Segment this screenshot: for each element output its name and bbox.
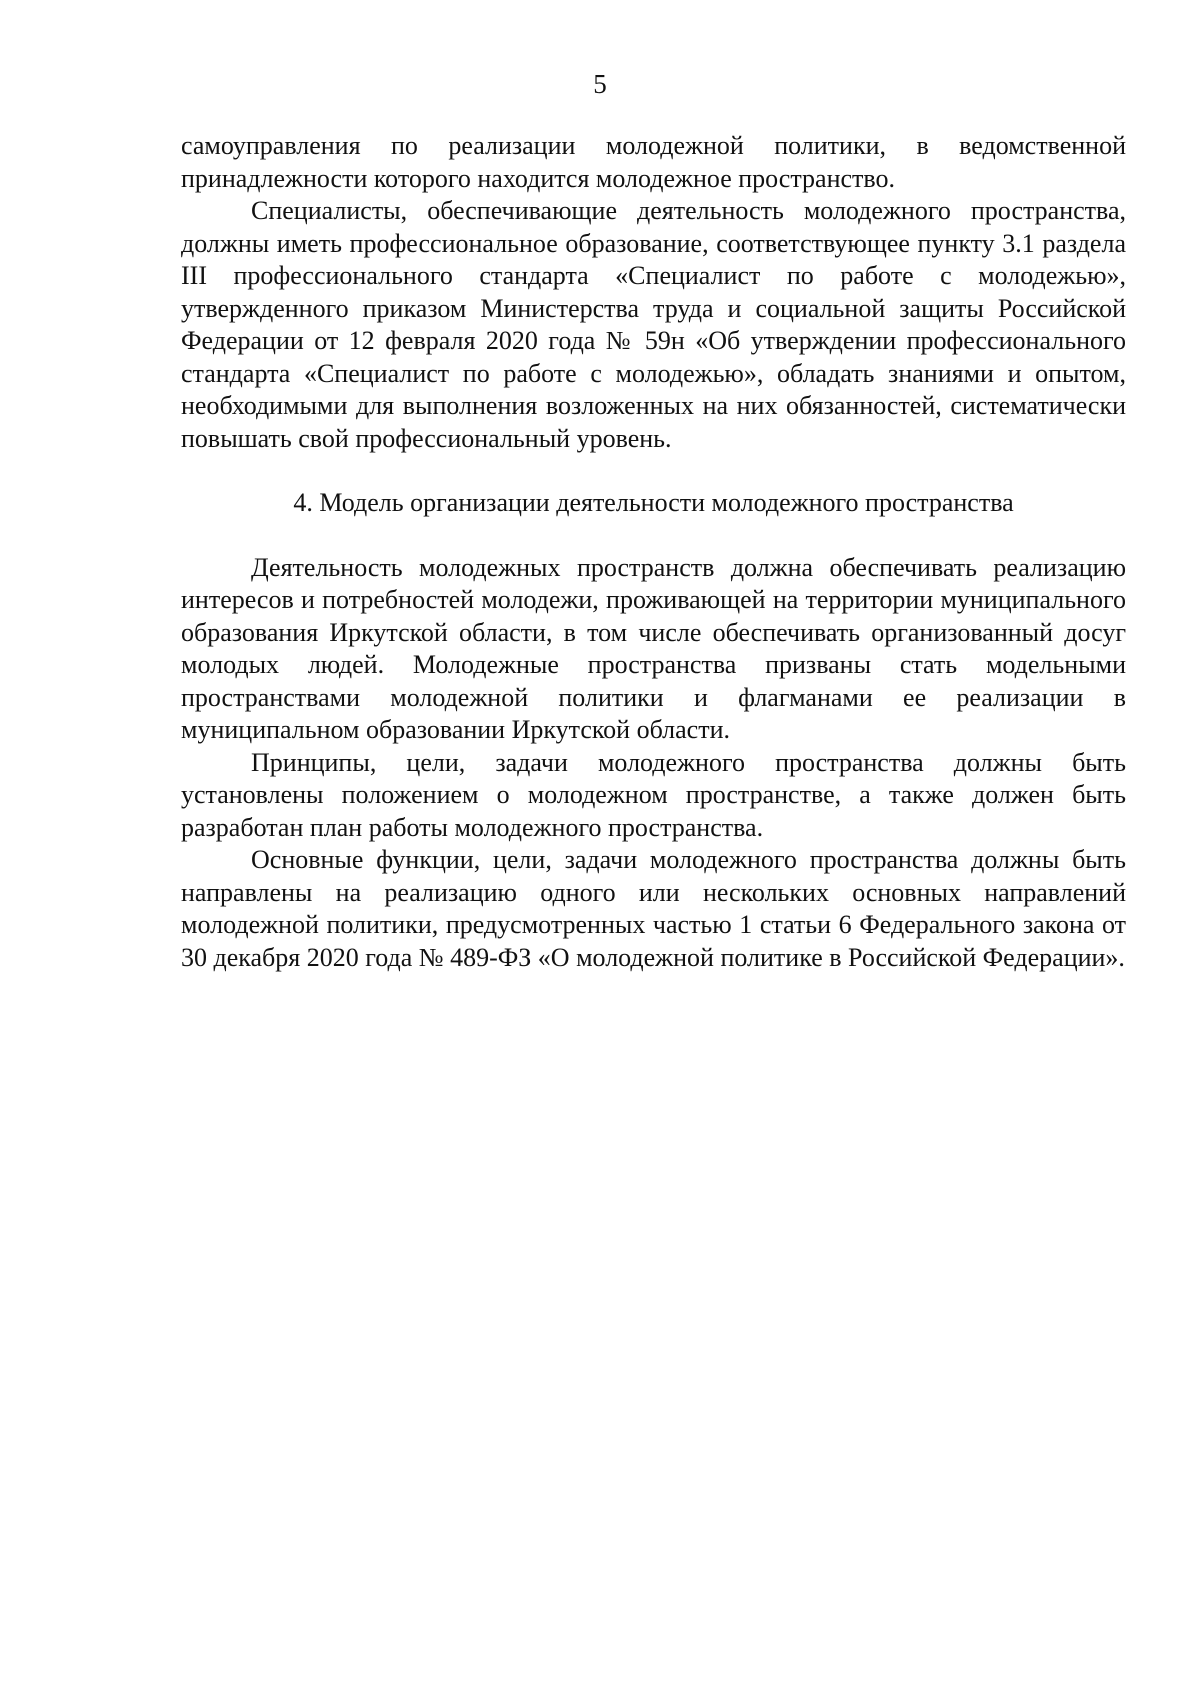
page-number: 5 — [593, 69, 607, 99]
paragraph-activity: Деятельность молодежных пространств должна обеспечивать реализацию интересов и потребностей молодежи, проживающей на территории муниципального образования Иркутской области, в том числе обеспечивать организованный досуг молодых людей. Молодежные пространства призваны стать модельными пространствами молодежной политики и флагманами ее реализации в муниципальном образовании Иркутской области. — [181, 552, 1126, 744]
paragraph-specialists: Специалисты, обеспечивающие деятельность молодежного пространства, должны иметь профессиональное образование, соответствующее пункту 3.1 раздела III профессионального стандарта «Специалист по работе с молодежью», утвержденного приказом Министерства труда и социальной защиты Российской Федерации от 12 февраля 2020 года № 59н «Об утверждении профессионального стандарта «Специалист по работе с молодежью», обладать знаниями и опытом, необходимыми для выполнения возложенных на них обязанностей, систематически повышать свой профессиональный уровень. — [181, 196, 1126, 453]
section-heading: 4. Модель организации деятельности молодежного пространства — [293, 488, 1014, 517]
paragraph-functions: Основные функции, цели, задачи молодежного пространства должны быть направлены на реализацию одного или нескольких основных направлений молодежной политики, предусмотренных частью 1 статьи 6 Федерального закона от 30 декабря 2020 года № 489-ФЗ «О молодежной политике в Российской Федерации». — [181, 845, 1126, 972]
paragraph-continuation: самоуправления по реализации молодежной политики, в ведомственной принадлежности которого находится молодежное пространство. — [181, 131, 1126, 193]
document-body — [181, 130, 1126, 974]
paragraph-principles: Принципы, цели, задачи молодежного пространства должны быть установлены положением о молодежном пространстве, а также должен быть разработан план работы молодежного пространства. — [181, 747, 1126, 842]
